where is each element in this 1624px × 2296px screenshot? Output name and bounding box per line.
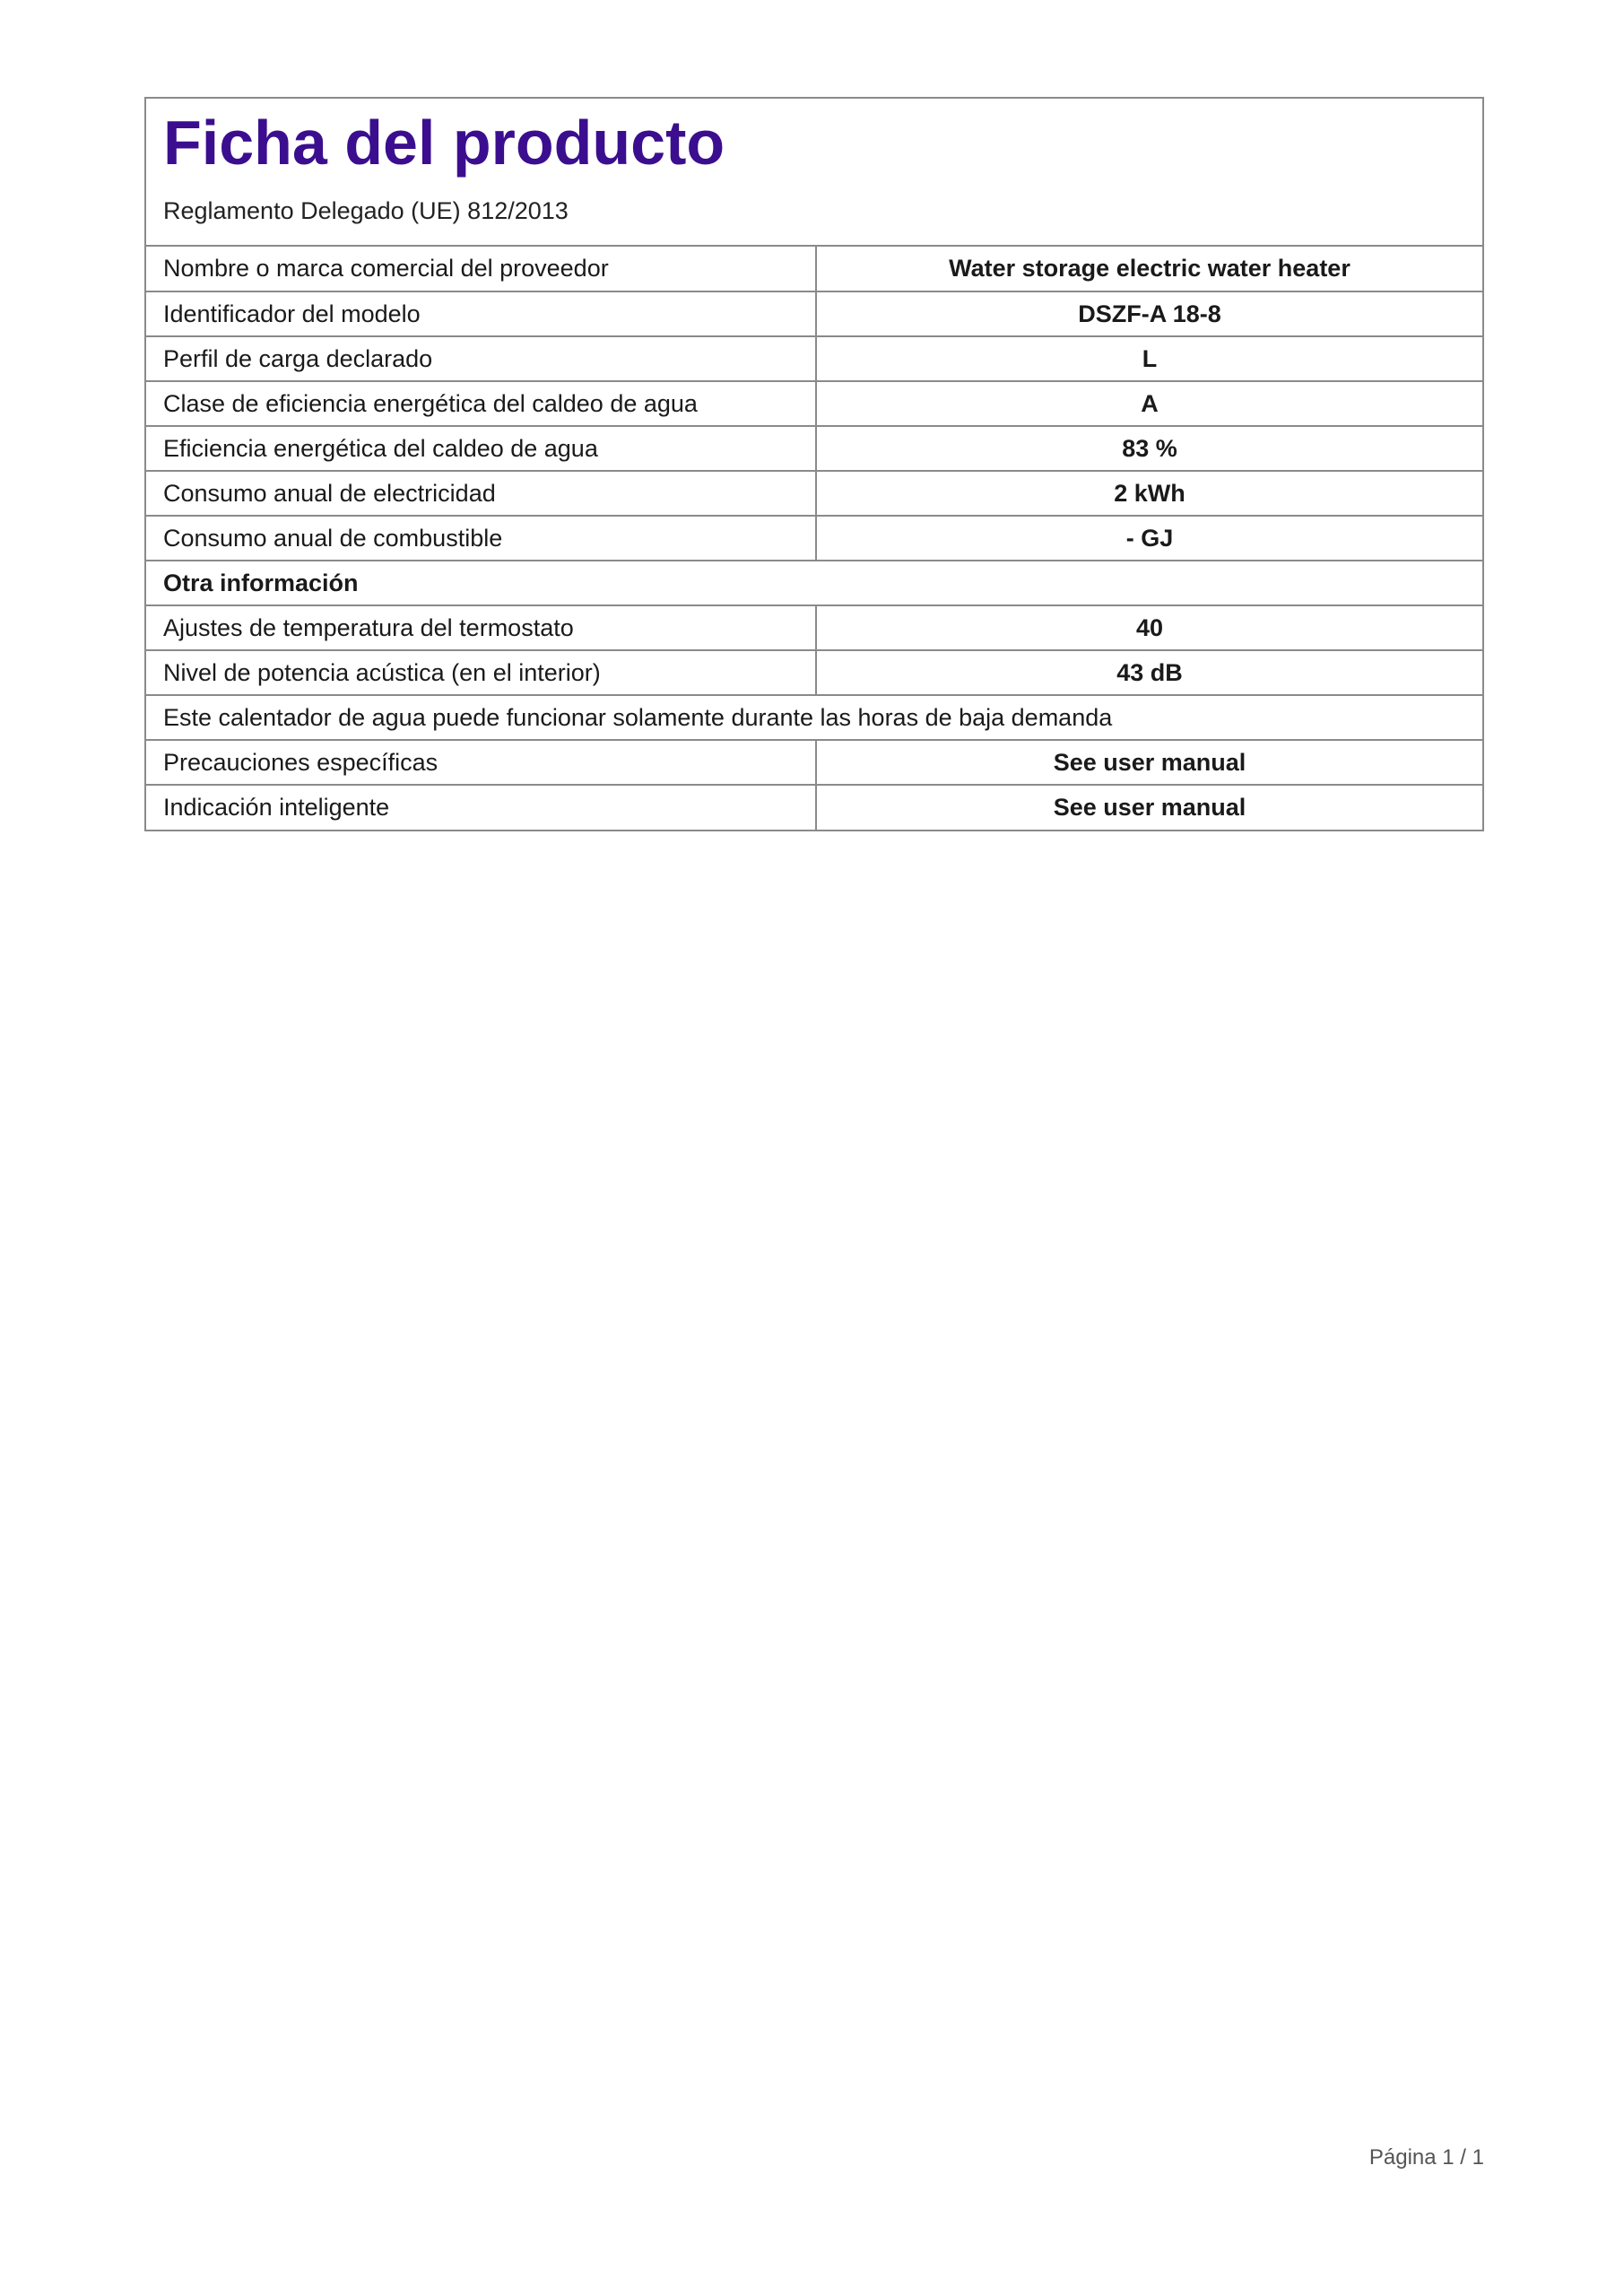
offpeak-note: Este calentador de agua puede funcionar solamente durante las horas de baja demanda [146,695,1482,740]
row-label: Nivel de potencia acústica (en el interior) [146,650,816,695]
row-label: Clase de eficiencia energética del caldeo de agua [146,381,816,426]
sheet-header [146,99,1482,247]
row-value: - GJ [816,516,1482,561]
row-value: L [816,336,1482,381]
row-label: Ajustes de temperatura del termostato [146,605,816,650]
page-title: Ficha del producto [163,108,725,178]
row-label: Nombre o marca comercial del proveedor [146,247,816,291]
product-info-table [146,247,1482,830]
row-value: See user manual [816,740,1482,785]
section-heading-other: Otra información [146,561,1482,605]
row-label: Indicación inteligente [146,785,816,830]
row-value: DSZF-A 18-8 [816,291,1482,336]
table-row [146,247,1482,291]
note-row [146,695,1482,740]
row-value: A [816,381,1482,426]
table-row [146,605,1482,650]
row-label: Precauciones específicas [146,740,816,785]
table-row [146,740,1482,785]
table-row [146,426,1482,471]
row-value: See user manual [816,785,1482,830]
row-value: 83 % [816,426,1482,471]
table-row [146,650,1482,695]
row-label: Perfil de carga declarado [146,336,816,381]
table-row [146,516,1482,561]
table-row [146,291,1482,336]
table-row [146,381,1482,426]
row-value: 40 [816,605,1482,650]
section-row [146,561,1482,605]
table-row [146,471,1482,516]
row-label: Eficiencia energética del caldeo de agua [146,426,816,471]
table-row [146,336,1482,381]
page-number: Página 1 / 1 [1368,2145,1484,2170]
regulation-subtitle: Reglamento Delegado (UE) 812/2013 [163,197,569,224]
row-label: Identificador del modelo [146,291,816,336]
row-value: 43 dB [816,650,1482,695]
row-label: Consumo anual de combustible [146,516,816,561]
table-row [146,785,1482,830]
row-value: 2 kWh [816,471,1482,516]
row-value: Water storage electric water heater [949,255,1350,282]
row-label: Consumo anual de electricidad [146,471,816,516]
product-sheet [144,97,1484,831]
